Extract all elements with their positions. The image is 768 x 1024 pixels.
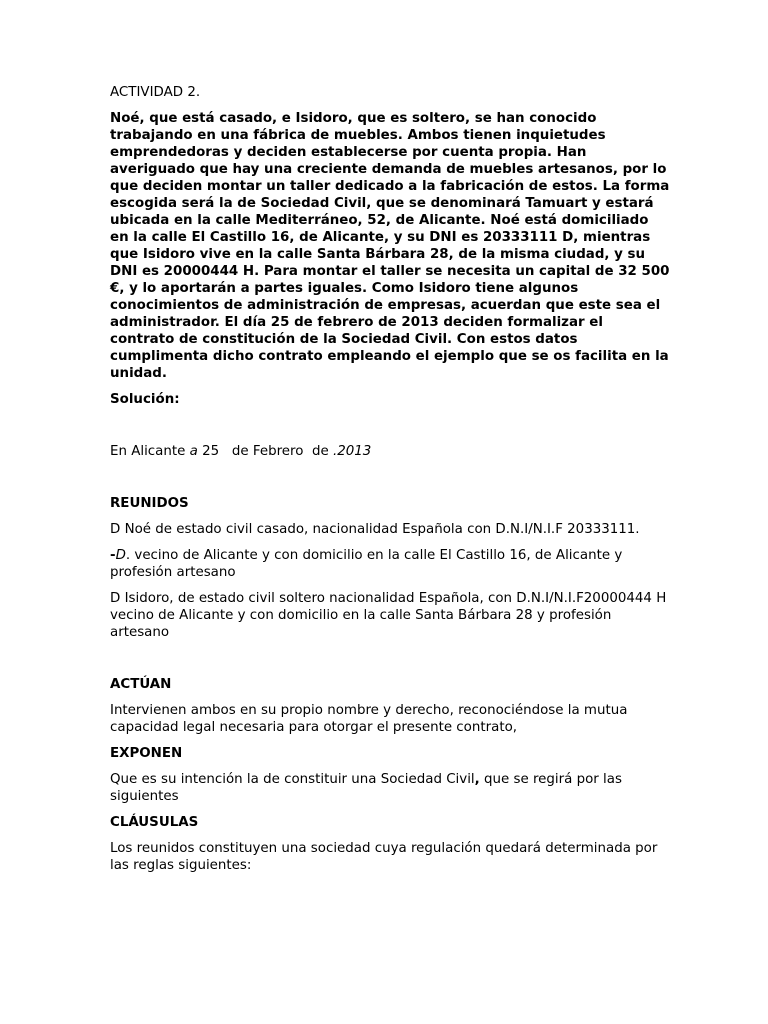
date-line — [110, 443, 670, 460]
exponen-text-end: que se regirá por las siguientes — [110, 772, 622, 804]
actuan-heading: ACTÚAN — [110, 677, 172, 692]
exponen-comma: , — [474, 772, 480, 787]
date-year: .2013 — [332, 444, 372, 459]
clausulas-heading: CLÁUSULAS — [110, 815, 199, 830]
actuan-paragraph: Intervienen ambos en su propio nombre y derecho, reconociéndose la mutua capacidad legal necesaria para otorgar el presente contrato, — [110, 703, 628, 735]
document-body — [110, 84, 670, 883]
noe-paragraph: D Noé de estado civil casado, nacionalidad Española con D.N.I/N.I.F 20333111. — [110, 522, 640, 537]
exponen-heading: EXPONEN — [110, 746, 183, 761]
date-a: a — [189, 444, 198, 459]
date-day-month: 25 de Febrero de — [197, 444, 333, 459]
exponen-paragraph — [110, 771, 670, 805]
reunidos-heading: REUNIDOS — [110, 496, 189, 511]
vecino-paragraph — [110, 547, 670, 581]
date-place: En Alicante — [110, 444, 190, 459]
exponen-text-start: Que es su intención la de constituir una Sociedad Civil — [110, 772, 475, 787]
vecino-dash: - — [110, 548, 116, 563]
clausulas-paragraph: Los reunidos constituyen una sociedad cuya regulación quedará determinada por las reglas siguientes: — [110, 841, 658, 873]
activity-statement: Noé, que está casado, e Isidoro, que es soltero, se han conocido trabajando en una fábrica de muebles. Ambos tienen inquietudes emprendedoras y deciden establecerse por cuenta propia. Han averiguado que hay una creciente demanda de muebles artesanos, por lo que deciden montar un taller dedicado a la fabricación de estos. La forma escogida será la de Sociedad Civil, que se denominará Tamuart y estará ubicada en la calle Mediterráneo, 52, de Alicante. Noé está domiciliado en la calle El Castillo 16, de Alicante, y su DNI es 20333111 D, mientras que Isidoro vive en la calle Santa Bárbara 28, de la misma ciudad, y su DNI es 20000444 H. Para montar el taller se necesita un capital de 32 500 €, y lo aportarán a partes iguales. Como Isidoro tiene algunos conocimientos de administración de empresas, acuerdan que este sea el administrador. El día 25 de febrero de 2013 deciden formalizar el contrato de constitución de la Sociedad Civil. Con estos datos cumplimenta dicho contrato empleando el ejemplo que se os facilita en la unidad. — [110, 111, 670, 381]
solution-label: Solución: — [110, 392, 180, 407]
vecino-d: D — [115, 548, 126, 563]
isidoro-paragraph: D Isidoro, de estado civil soltero nacionalidad Española, con D.N.I/N.I.F20000444 H vecino de Alicante y con domicilio en la calle Santa Bárbara 28 y profesión artesano — [110, 591, 667, 640]
vecino-text: . vecino de Alicante y con domicilio en la calle El Castillo 16, de Alicante y profesión artesano — [110, 548, 623, 580]
document-title: ACTIVIDAD 2. — [110, 85, 201, 100]
